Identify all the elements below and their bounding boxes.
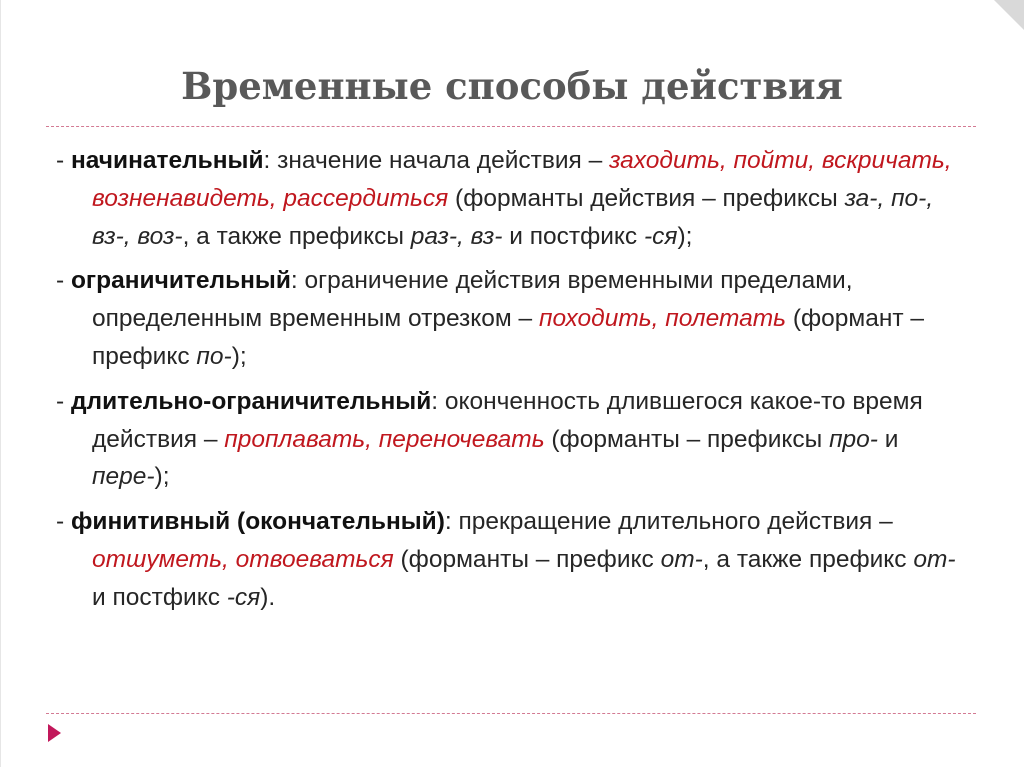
- footer-divider: [46, 713, 976, 714]
- item-text: (форманты действия – префиксы: [448, 184, 845, 212]
- item-text: );: [231, 342, 247, 370]
- item-dash: -: [56, 387, 71, 415]
- item-examples: проплавать, переночевать: [224, 425, 545, 453]
- item-text: (форманты – префикс: [393, 545, 661, 573]
- item-affix: от-: [660, 545, 703, 573]
- item-examples: заходить, пойти, вскричать, возненавидеть, рассердиться: [92, 147, 952, 212]
- corner-fold-decoration: [994, 0, 1024, 30]
- item-text: : ограничение действия временными пределами, определенным временным отрезком –: [92, 267, 853, 333]
- item-affix: пере-: [92, 463, 155, 491]
- definition-list: [56, 142, 956, 624]
- item-text: и: [877, 425, 899, 453]
- item-text: );: [677, 222, 693, 250]
- item-text: и постфикс: [502, 222, 644, 250]
- item-affix: раз-, вз-: [410, 222, 503, 250]
- item-text: : прекращение длительного действия –: [444, 508, 893, 536]
- item-term: начинательный: [70, 147, 264, 174]
- item-dash: -: [56, 508, 71, 536]
- item-affix: за-, по-, вз-, воз-: [92, 184, 934, 250]
- item-text: (форманты – префиксы: [544, 425, 830, 453]
- item-affix: -ся: [226, 583, 261, 611]
- item-text: : значение начала действия –: [263, 147, 610, 174]
- title-divider: [46, 126, 976, 127]
- item-term: ограничительный: [70, 267, 291, 295]
- item-text: и постфикс: [92, 583, 227, 611]
- item-term: длительно-ограничительный: [70, 387, 432, 415]
- item-text: , а также префикс: [702, 545, 914, 573]
- item-text: );: [154, 463, 170, 491]
- item-text: (формант – префикс: [92, 305, 925, 370]
- list-item-finitive: [56, 503, 956, 616]
- item-text: : оконченность длившегося какое-то время действия –: [92, 387, 923, 453]
- item-affix: -ся: [643, 222, 678, 250]
- play-triangle-icon[interactable]: [48, 724, 61, 742]
- item-text: , а также префиксы: [182, 222, 411, 250]
- item-dash: -: [56, 147, 71, 174]
- item-affix: про-: [829, 425, 878, 453]
- item-text: ).: [260, 583, 276, 611]
- list-item-inchoative: [56, 142, 956, 255]
- slide-left-border: [0, 0, 1, 767]
- list-item-delimitative: [56, 262, 956, 375]
- item-affix: от-: [913, 545, 956, 573]
- slide-title: Временные способы действия: [181, 64, 843, 108]
- item-affix: по-: [196, 342, 232, 370]
- item-examples: отшуметь, отвоеваться: [92, 545, 394, 573]
- list-item-perdurative: [56, 383, 956, 496]
- item-term: финитивный (окончательный): [70, 508, 445, 536]
- item-examples: походить, полетать: [538, 305, 787, 333]
- item-dash: -: [56, 267, 71, 295]
